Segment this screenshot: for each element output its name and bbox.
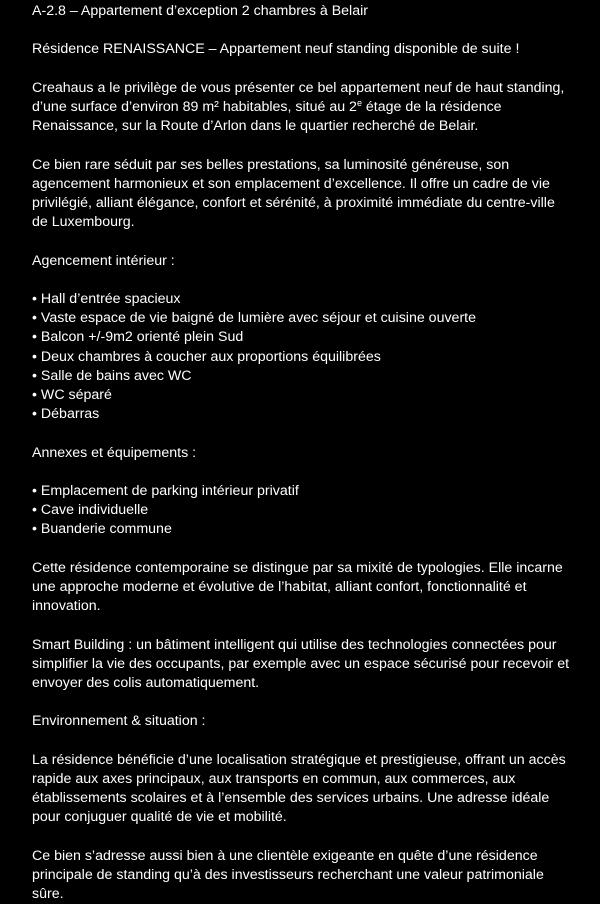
list-item: • Cave individuelle: [32, 501, 570, 520]
list-item: • Salle de bains avec WC: [32, 367, 570, 386]
environment-heading: Environnement & situation :: [32, 713, 206, 730]
intro-paragraph: [32, 79, 570, 137]
list-item: • Vaste espace de vie baigné de lumière avec séjour et cuisine ouverte: [32, 309, 570, 328]
list-item: • Deux chambres à coucher aux proportions équilibrées: [32, 348, 570, 367]
annexes-heading: Annexes et équipements :: [32, 444, 197, 461]
description-paragraph: Ce bien rare séduit par ses belles prestations, sa luminosité généreuse, son agencement harmonieux et son emplacement d’excellence. Il offre un cadre de vie privilégié, alliant élégance, confort et sérénité, à proximité immédiate du centre-ville de Luxembourg.: [32, 156, 555, 231]
list-item: • Balcon +/-9m2 orienté plein Sud: [32, 328, 570, 347]
intro-text-before: Creahaus a le privilège de vous présenter ce bel appartement neuf de haut standing, d’une surface d’environ 89 m² habitables, situé au 2: [32, 79, 565, 115]
list-item: • Emplacement de parking intérieur privatif: [32, 482, 570, 501]
list-item: • WC séparé: [32, 386, 570, 405]
environment-paragraph: La résidence bénéficie d’une localisation stratégique et prestigieuse, offrant un accès rapide aux axes principaux, aux transports en commun, aux commerces, aux établissements scolaires et à l’ensemble des services urbains. Une adresse idéale pour conjuguer qualité de vie et mobilité.: [32, 751, 566, 826]
listing-title: A-2.8 – Appartement d’exception 2 chambres à Belair: [32, 3, 368, 19]
residence-paragraph: Cette résidence contemporaine se distingue par sa mixité de typologies. Elle incarne une approche moderne et évolutive de l’habitat, alliant confort, fonctionnalité et innovation.: [32, 559, 563, 615]
list-item: • Buanderie commune: [32, 520, 570, 539]
listing-subtitle: Résidence RENAISSANCE – Appartement neuf standing disponible de suite !: [32, 41, 520, 58]
intro-text-after: étage de la résidence Renaissance, sur la Route d’Arlon dans le quartier recherché de Belair.: [32, 98, 502, 135]
interior-heading: Agencement intérieur :: [32, 252, 175, 269]
list-item: • Hall d’entrée spacieux: [32, 290, 570, 309]
interior-list: [32, 290, 570, 424]
closing-paragraph: Ce bien s’adresse aussi bien à une clientèle exigeante en quête d’une résidence principale de standing qu’à des investisseurs recherchant une valeur patrimoniale sûre.: [32, 847, 544, 903]
floor-superscript: e: [356, 97, 362, 108]
list-item: • Débarras: [32, 405, 570, 424]
annexes-list: [32, 482, 570, 540]
smart-building-paragraph: Smart Building : un bâtiment intelligent qui utilise des technologies connectées pour simplifier la vie des occupants, par exemple avec un espace sécurisé pour recevoir et envoyer des colis automatiquement.: [32, 636, 570, 691]
